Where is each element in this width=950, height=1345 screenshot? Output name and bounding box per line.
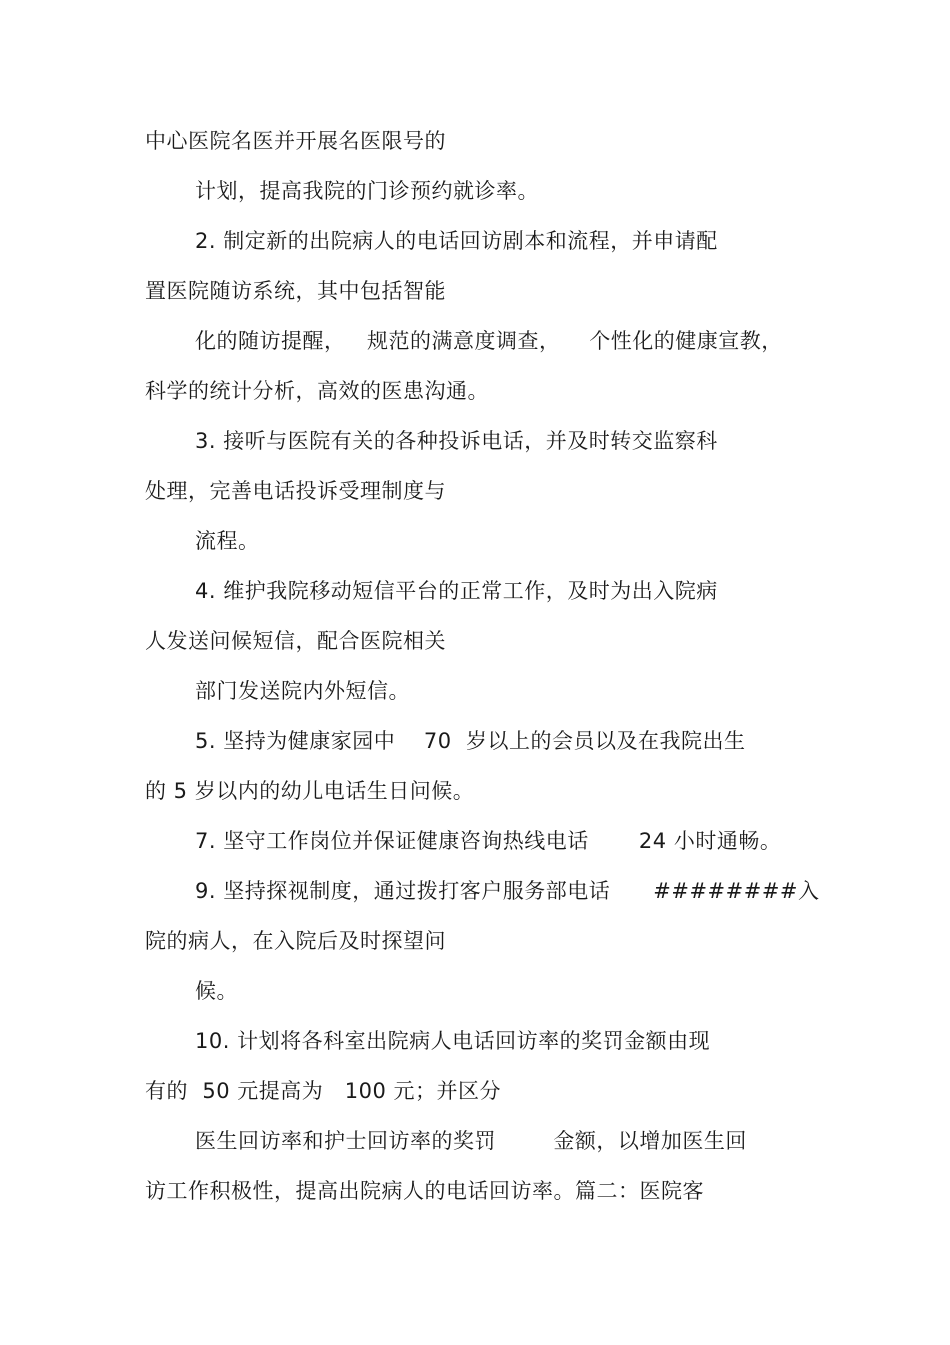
text-line: 医生回访率和护士回访率的奖罚 金额，以增加医生回: [195, 1129, 747, 1153]
text-line: 7. 坚守工作岗位并保证健康咨询热线电话 24 小时通畅。: [195, 829, 782, 853]
text-line: 部门发送院内外短信。: [195, 679, 410, 703]
text-line: 的 5 岁以内的幼儿电话生日问候。: [145, 779, 475, 803]
text-line: 置医院随访系统，其中包括智能: [145, 279, 446, 303]
text-line: 3. 接听与医院有关的各种投诉电话，并及时转交监察科: [195, 429, 718, 453]
text-line: 访工作积极性，提高出院病人的电话回访率。篇二：医院客: [145, 1179, 704, 1203]
text-line: 中心医院名医并开展名医限号的: [145, 129, 446, 153]
text-line: 人发送问候短信，配合医院相关: [145, 629, 446, 653]
text-line: 科学的统计分析，高效的医患沟通。: [145, 379, 489, 403]
text-line: 有的 50 元提高为 100 元；并区分: [145, 1079, 502, 1103]
text-line: 院的病人，在入院后及时探望问: [145, 929, 446, 953]
text-line: 化的随访提醒， 规范的满意度调查， 个性化的健康宣教，: [195, 329, 783, 353]
text-line: 处理，完善电话投诉受理制度与: [145, 479, 446, 503]
text-line: 流程。: [195, 529, 260, 553]
text-line: 9. 坚持探视制度，通过拨打客户服务部电话 ########入: [195, 879, 820, 903]
text-line: 候。: [195, 979, 238, 1003]
text-line: 2. 制定新的出院病人的电话回访剧本和流程，并申请配: [195, 229, 718, 253]
text-line: 计划，提高我院的门诊预约就诊率。: [195, 179, 539, 203]
text-line: 4. 维护我院移动短信平台的正常工作，及时为出入院病: [195, 579, 718, 603]
text-line: 5. 坚持为健康家园中 70 岁以上的会员以及在我院出生: [195, 729, 746, 753]
text-line: 10. 计划将各科室出院病人电话回访率的奖罚金额由现: [195, 1029, 711, 1053]
